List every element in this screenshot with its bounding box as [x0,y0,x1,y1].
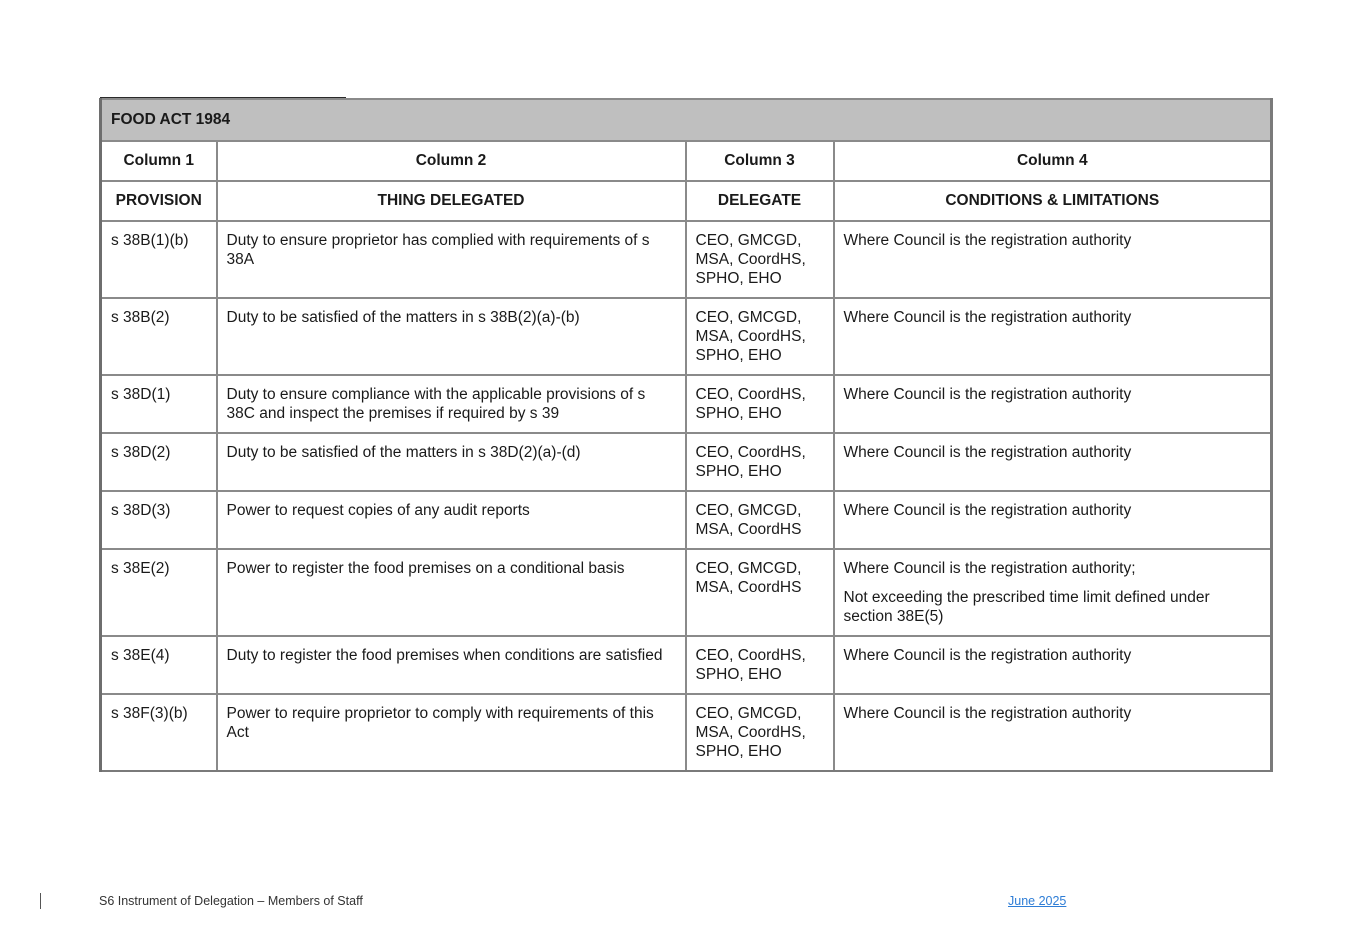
column-number-3: Column 3 [686,141,834,181]
provision-cell: s 38B(2) [101,298,217,375]
provision-cell: s 38D(1) [101,375,217,433]
condition-text: Where Council is the registration authority [843,232,1132,249]
change-bar [40,893,41,909]
condition-text: Where Council is the registration authority [843,386,1132,403]
thing-delegated-cell: Duty to ensure compliance with the applicable provisions of s 38C and inspect the premises if required by s 39 [217,375,686,433]
delegate-cell: CEO, CoordHS, SPHO, EHO [686,375,834,433]
table-row [101,375,1272,433]
conditions-cell [834,221,1272,298]
conditions-cell [834,433,1272,491]
thing-delegated-cell: Power to require proprietor to comply with requirements of this Act [217,694,686,771]
footer-document-title: S6 Instrument of Delegation – Members of Staff [99,894,363,908]
delegate-cell: CEO, GMCGD, MSA, CoordHS [686,549,834,636]
conditions-cell [834,298,1272,375]
conditions-cell [834,375,1272,433]
provision-cell: s 38E(4) [101,636,217,694]
column-number-row [101,141,1272,181]
condition-text: Where Council is the registration authority [843,444,1132,461]
conditions-cell [834,694,1272,771]
provision-cell: s 38D(3) [101,491,217,549]
table-row [101,491,1272,549]
conditions-cell [834,549,1272,636]
conditions-cell [834,636,1272,694]
footer-date-link[interactable]: June 2025 [1008,894,1067,908]
provision-cell: s 38F(3)(b) [101,694,217,771]
thing-delegated-cell: Duty to be satisfied of the matters in s 38D(2)(a)-(d) [217,433,686,491]
delegation-table [99,98,1273,772]
provision-cell: s 38B(1)(b) [101,221,217,298]
thing-delegated-cell: Power to register the food premises on a conditional basis [217,549,686,636]
column-number-2: Column 2 [217,141,686,181]
delegate-cell: CEO, GMCGD, MSA, CoordHS, SPHO, EHO [686,694,834,771]
provision-cell: s 38E(2) [101,549,217,636]
column-number-4: Column 4 [834,141,1272,181]
provision-cell: s 38D(2) [101,433,217,491]
column-header-row [101,181,1272,221]
table-row [101,694,1272,771]
table-row [101,433,1272,491]
delegate-cell: CEO, CoordHS, SPHO, EHO [686,433,834,491]
column-number-1: Column 1 [101,141,217,181]
delegate-cell: CEO, GMCGD, MSA, CoordHS [686,491,834,549]
table-row [101,636,1272,694]
thing-delegated-cell: Duty to register the food premises when conditions are satisfied [217,636,686,694]
column-header-thing-delegated: THING DELEGATED [217,181,686,221]
column-header-provision: PROVISION [101,181,217,221]
condition-text: Where Council is the registration authority; [843,560,1136,577]
delegate-cell: CEO, GMCGD, MSA, CoordHS, SPHO, EHO [686,298,834,375]
delegate-cell: CEO, CoordHS, SPHO, EHO [686,636,834,694]
table-title: FOOD ACT 1984 [101,99,1272,141]
column-header-conditions: CONDITIONS & LIMITATIONS [834,181,1272,221]
condition-text: Not exceeding the prescribed time limit defined under section 38E(5) [843,589,1210,625]
condition-text: Where Council is the registration authority [843,502,1132,519]
column-header-delegate: DELEGATE [686,181,834,221]
table-row [101,298,1272,375]
thing-delegated-cell: Power to request copies of any audit reports [217,491,686,549]
condition-text: Where Council is the registration authority [843,647,1132,664]
thing-delegated-cell: Duty to ensure proprietor has complied with requirements of s 38A [217,221,686,298]
conditions-cell [834,491,1272,549]
condition-text: Where Council is the registration authority [843,309,1132,326]
delegate-cell: CEO, GMCGD, MSA, CoordHS, SPHO, EHO [686,221,834,298]
table-row [101,549,1272,636]
condition-text: Where Council is the registration authority [843,705,1132,722]
thing-delegated-cell: Duty to be satisfied of the matters in s 38B(2)(a)-(b) [217,298,686,375]
table-row [101,221,1272,298]
table-title-row [101,99,1272,141]
